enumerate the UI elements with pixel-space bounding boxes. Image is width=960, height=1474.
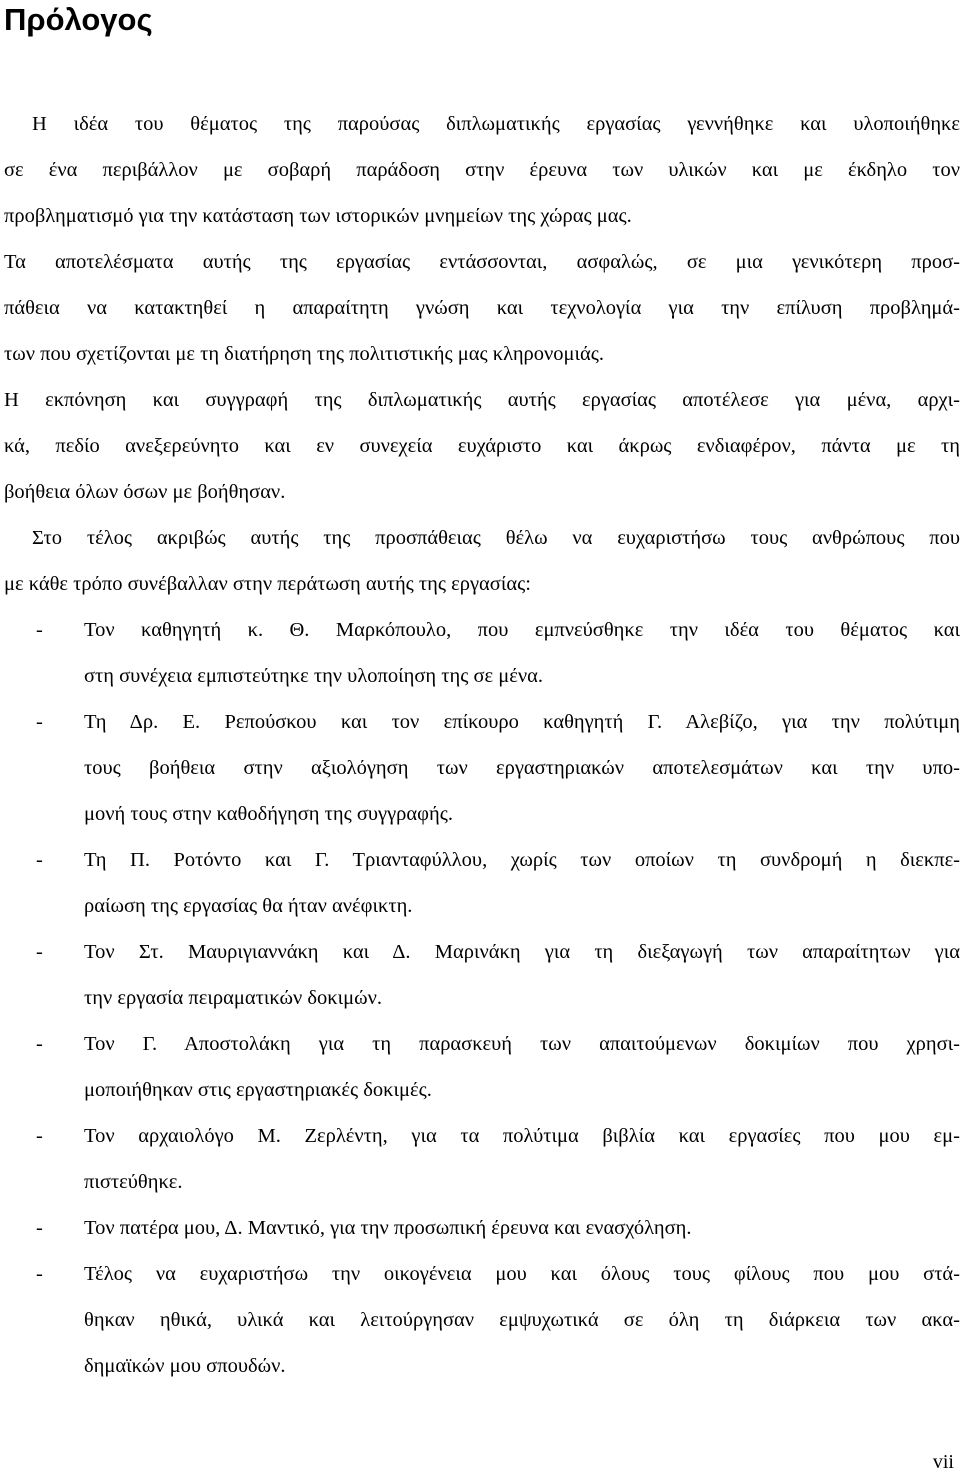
list-bullet: - bbox=[36, 941, 43, 963]
paragraph-4-line-2: με κάθε τρόπο συνέβαλλαν στην περάτωση αυτής της εργασίας: bbox=[4, 573, 531, 595]
list-item-line: Τον πατέρα μου, Δ. Μαντικό, για την προσωπική έρευνα και ενασχόληση. bbox=[84, 1217, 692, 1239]
list-bullet: - bbox=[36, 1125, 43, 1147]
list-bullet: - bbox=[36, 711, 43, 733]
paragraph-3-line-3: βοήθεια όλων όσων με βοήθησαν. bbox=[4, 481, 286, 503]
paragraph-2-line-2: πάθεια να κατακτηθεί η απαραίτητη γνώση και τεχνολογία για την επίλυση προβλημά- bbox=[4, 297, 960, 319]
list-item-line: Τη Δρ. Ε. Ρεπούσκου και τον επίκουρο καθηγητή Γ. Αλεβίζο, για την πολύτιμη bbox=[84, 711, 960, 733]
paragraph-3-line-2: κά, πεδίο ανεξερεύνητο και εν συνεχεία ευχάριστο και άκρως ενδιαφέρον, πάντα με τη bbox=[4, 435, 960, 457]
page-title: Πρόλογος bbox=[4, 2, 153, 37]
page-number: vii bbox=[932, 1451, 954, 1473]
list-bullet: - bbox=[36, 1033, 43, 1055]
list-item-line: μοποιήθηκαν στις εργαστηριακές δοκιμές. bbox=[84, 1079, 432, 1101]
list-item-line: ραίωση της εργασίας θα ήταν ανέφικτη. bbox=[84, 895, 413, 917]
list-item-line: θηκαν ηθικά, υλικά και λειτούργησαν εμψυχωτικά σε όλη τη διάρκεια των ακα- bbox=[84, 1309, 960, 1331]
list-item-line: Τον καθηγητή κ. Θ. Μαρκόπουλο, που εμπνεύσθηκε την ιδέα του θέματος και bbox=[84, 619, 960, 641]
list-item-line: Τον Γ. Αποστολάκη για τη παρασκευή των απαιτούμενων δοκιμίων που χρησι- bbox=[84, 1033, 960, 1055]
list-item-line: Τέλος να ευχαριστήσω την οικογένεια μου και όλους τους φίλους που μου στά- bbox=[84, 1263, 960, 1285]
list-item-line: στη συνέχεια εμπιστεύτηκε την υλοποίηση της σε μένα. bbox=[84, 665, 543, 687]
list-item-line: τους βοήθεια στην αξιολόγηση των εργαστηριακών αποτελεσμάτων και την υπο- bbox=[84, 757, 960, 779]
paragraph-1-line-1: Η ιδέα του θέματος της παρούσας διπλωματικής εργασίας γεννήθηκε και υλοποιήθηκε bbox=[32, 113, 960, 135]
paragraph-1-line-3: προβληματισμό για την κατάσταση των ιστορικών μνημείων της χώρας μας. bbox=[4, 205, 632, 227]
paragraph-1-line-2: σε ένα περιβάλλον με σοβαρή παράδοση στην έρευνα των υλικών και με έκδηλο τον bbox=[4, 159, 960, 181]
list-bullet: - bbox=[36, 849, 43, 871]
list-item-line: Τον Στ. Μαυριγιαννάκη και Δ. Μαρινάκη για τη διεξαγωγή των απαραίτητων για bbox=[84, 941, 960, 963]
list-item-line: Τη Π. Ροτόντο και Γ. Τριανταφύλλου, χωρίς των οποίων τη συνδρομή η διεκπε- bbox=[84, 849, 960, 871]
paragraph-2-line-3: των που σχετίζονται με τη διατήρηση της πολιτιστικής μας κληρονομιάς. bbox=[4, 343, 605, 365]
paragraph-3-line-1: Η εκπόνηση και συγγραφή της διπλωματικής αυτής εργασίας αποτέλεσε για μένα, αρχι- bbox=[4, 389, 960, 411]
list-item-line: την εργασία πειραματικών δοκιμών. bbox=[84, 987, 383, 1009]
list-bullet: - bbox=[36, 1217, 43, 1239]
paragraph-2-line-1: Τα αποτελέσματα αυτής της εργασίας εντάσσονται, ασφαλώς, σε μια γενικότερη προσ- bbox=[4, 251, 960, 273]
list-item-line: δημαϊκών μου σπουδών. bbox=[84, 1355, 286, 1377]
paragraph-4-line-1: Στο τέλος ακριβώς αυτής της προσπάθειας θέλω να ευχαριστήσω τους ανθρώπους που bbox=[32, 527, 960, 549]
list-item-line: μονή τους στην καθοδήγηση της συγγραφής. bbox=[84, 803, 453, 825]
list-item-line: Τον αρχαιολόγο Μ. Ζερλέντη, για τα πολύτιμα βιβλία και εργασίες που μου εμ- bbox=[84, 1125, 960, 1147]
list-item-line: πιστεύθηκε. bbox=[84, 1171, 183, 1193]
list-bullet: - bbox=[36, 1263, 43, 1285]
list-bullet: - bbox=[36, 619, 43, 641]
